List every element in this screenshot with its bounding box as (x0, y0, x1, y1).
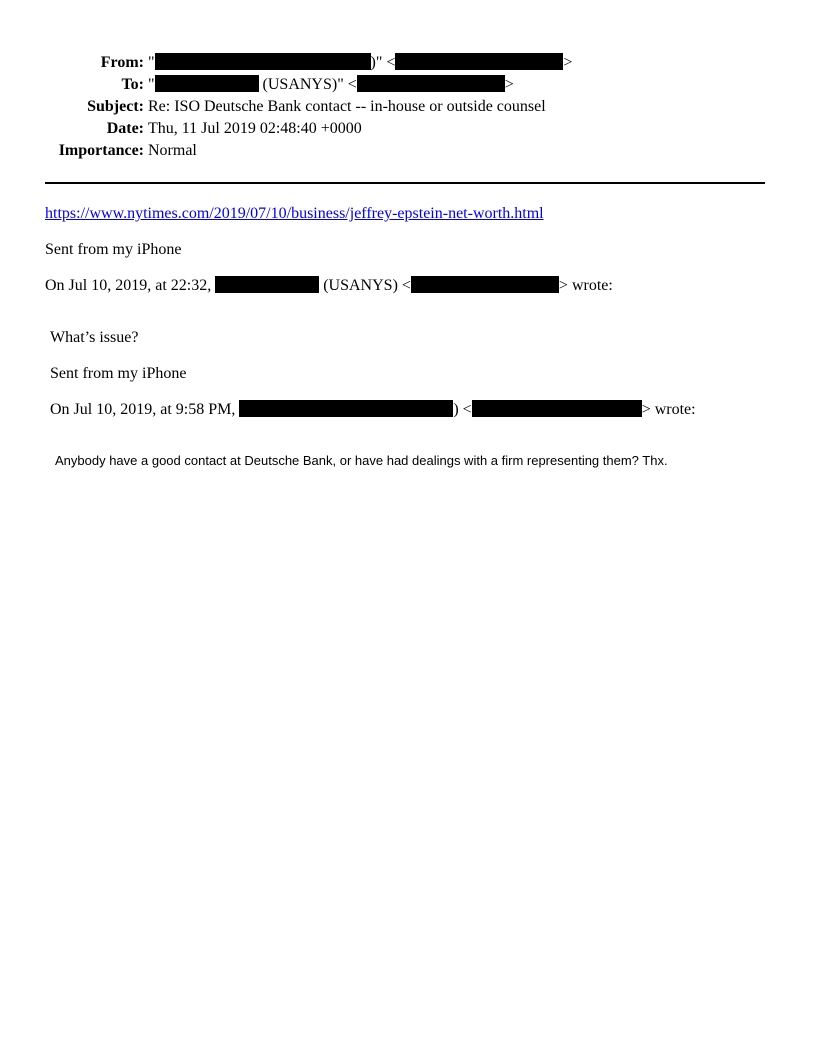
redaction-box (395, 53, 563, 70)
header-date-row (0, 118, 816, 140)
subject-label: Subject: (87, 98, 144, 115)
article-link[interactable]: https://www.nytimes.com/2019/07/10/business/jeffrey-epstein-net-worth.html (45, 205, 544, 222)
from-value: " )" < > (148, 54, 573, 71)
date-label: Date: (106, 120, 144, 137)
quote-header-2: On Jul 10, 2019, at 9:58 PM, ) < > wrote: (50, 401, 696, 418)
importance-value: Normal (148, 142, 197, 159)
to-value: " (USANYS)" < > (148, 76, 514, 93)
sent-from-line-2: Sent from my iPhone (50, 365, 187, 382)
redaction-box (215, 276, 319, 293)
header-importance-row (0, 140, 816, 162)
quote-header-1: On Jul 10, 2019, at 22:32, (USANYS) < > wrote: (45, 277, 613, 294)
article-link-line (45, 204, 544, 224)
from-label: From: (100, 54, 144, 71)
subject-value: Re: ISO Deutsche Bank contact -- in-house or outside counsel (148, 98, 546, 115)
redaction-box (155, 53, 371, 70)
reply-text: What’s issue? (50, 329, 139, 346)
redaction-box (155, 75, 259, 92)
redaction-box (357, 75, 505, 92)
header-subject-row (0, 96, 816, 118)
sent-from-line-1: Sent from my iPhone (45, 241, 182, 258)
original-message: Anybody have a good contact at Deutsche Bank, or have had dealings with a firm representing them? Thx. (55, 453, 668, 468)
redaction-box (411, 276, 559, 293)
header-from-row (0, 52, 816, 74)
header-divider (45, 182, 765, 184)
importance-label: Importance: (58, 142, 144, 159)
date-value: Thu, 11 Jul 2019 02:48:40 +0000 (148, 120, 362, 137)
redaction-box (239, 400, 453, 417)
redaction-box (472, 400, 642, 417)
to-label: To: (121, 76, 144, 93)
header-to-row (0, 74, 816, 96)
